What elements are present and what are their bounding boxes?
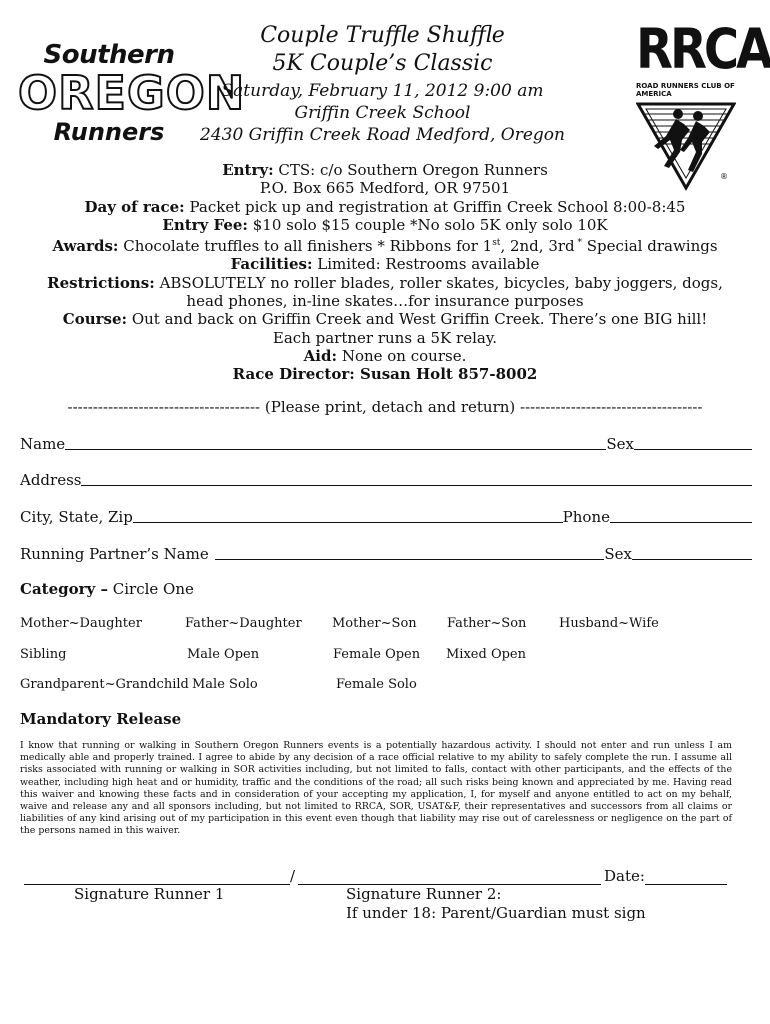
rrca-wordmark: RRCA: [636, 17, 770, 82]
category-option[interactable]: Mother~Son: [332, 616, 417, 631]
southern-oregon-runners-logo: [18, 40, 246, 150]
partner-sex-label: Sex: [604, 545, 632, 563]
address-label: Address: [20, 471, 82, 489]
restrictions-line: Restrictions: ABSOLUTELY no roller blades, roller skates, bicycles, baby joggers, dogs, head phones, in-line skates…for insurance purposes: [47, 273, 723, 311]
address-field[interactable]: [81, 470, 752, 486]
signature-slash: /: [290, 867, 296, 885]
awards-line: Awards: Chocolate truffles to all finishers * Ribbons for 1st, 2nd, 3rd * Special drawings: [52, 237, 718, 256]
date-label: Date:: [604, 867, 645, 885]
category-option[interactable]: Male Open: [187, 647, 260, 662]
city-row: [20, 507, 752, 526]
city-state-zip-label: City, State, Zip: [20, 508, 133, 526]
rrca-logo: [636, 17, 770, 181]
race-info: [20, 161, 750, 384]
category-option[interactable]: Husband~Wife: [559, 616, 659, 631]
phone-label: Phone: [562, 508, 610, 526]
date-line[interactable]: [645, 883, 727, 885]
logo-line-oregon: OREGON: [18, 66, 246, 120]
event-venue: Griffin Creek School: [294, 103, 471, 123]
facilities-line: Facilities: Limited: Restrooms available: [230, 255, 540, 274]
registered-mark: ®: [720, 172, 728, 181]
signature-runner2-label: Signature Runner 2:: [346, 885, 502, 903]
category-heading: Category – Circle One: [20, 580, 194, 598]
category-option[interactable]: Father~Daughter: [185, 616, 302, 631]
event-subtitle: 5K Couple’s Classic: [272, 51, 493, 76]
mandatory-release-text: I know that running or walking in Southern Oregon Runners events is a potentially hazardous activity. I should not enter and run unless I am medically able and properly trained. I agree to abide by any decision of a race official relative to my ability to safely complete the run. I assume all risks associated with running or walking in SOR activities including, but not limited to falls, contact with other participants, and the effects of the weather, including high heat and or humidity, traffic and the conditions of the road; all such risks being known and appreciated by me. Having read this waiver and knowing these facts and in consideration of your accepting my application, I, for myself and anyone entitled to act on my behalf, waive and release any and all sponsors including, but not limited to RRCA, SOR, USAT&F, their representatives and successors from all claims or liabilities of any kind arising out of my participation in this event even though that liability may rise out of carelessness or negligence on the part of the persons named in this waiver.: [20, 740, 732, 837]
mandatory-release-heading: Mandatory Release: [20, 710, 182, 728]
phone-field[interactable]: [610, 507, 752, 523]
logo-line-southern: Southern: [43, 40, 175, 70]
category-option[interactable]: Sibling: [20, 647, 67, 662]
guardian-note: If under 18: Parent/Guardian must sign: [346, 904, 646, 922]
category-option[interactable]: Mother~Daughter: [20, 616, 142, 631]
logo-line-runners: Runners: [53, 118, 165, 146]
sex-field[interactable]: [634, 434, 752, 450]
category-option[interactable]: Grandparent~Grandchild: [20, 677, 189, 692]
race-director-line: Race Director: Susan Holt 857-8002: [232, 365, 538, 384]
event-date: Saturday, February 11, 2012 9:00 am: [221, 81, 544, 101]
partner-name-field[interactable]: [215, 544, 605, 560]
name-row: [20, 434, 752, 453]
event-title-block: [200, 22, 565, 146]
partner-sex-field[interactable]: [632, 544, 752, 560]
entry-address: P.O. Box 665 Medford, OR 97501: [259, 179, 511, 198]
city-state-zip-field[interactable]: [133, 507, 563, 523]
category-option[interactable]: Female Solo: [336, 677, 417, 692]
course-line: Course: Out and back on Griffin Creek and West Griffin Creek. There’s one BIG hill! Each partner runs a 5K relay.: [62, 310, 708, 347]
partner-row: [20, 544, 752, 563]
category-option[interactable]: Mixed Open: [446, 647, 526, 662]
aid-line: Aid: None on course.: [303, 346, 467, 365]
signature-runner1-label: Signature Runner 1: [74, 885, 225, 903]
detach-separator: -------------------------------------- (Please print, detach and return) ------------------------------------: [67, 398, 703, 416]
entry-fee-line: Entry Fee: $10 solo $15 couple *No solo 5K only solo 10K: [162, 215, 608, 234]
category-option[interactable]: Male Solo: [192, 677, 258, 692]
sex-label: Sex: [606, 435, 634, 453]
day-of-race-line: Day of race: Packet pick up and registration at Griffin Creek School 8:00-8:45: [84, 197, 686, 216]
event-address: 2430 Griffin Creek Road Medford, Oregon: [200, 125, 565, 145]
event-title: Couple Truffle Shuffle: [260, 23, 505, 48]
address-row: [20, 470, 752, 489]
partner-name-label: Running Partner’s Name: [20, 545, 209, 563]
rrca-tagline: ROAD RUNNERS CLUB OF AMERICA: [636, 82, 735, 98]
entry-line: Entry: CTS: c/o Southern Oregon Runners: [222, 161, 548, 179]
category-option[interactable]: Female Open: [333, 647, 421, 662]
category-option[interactable]: Father~Son: [447, 616, 527, 631]
name-label: Name: [20, 435, 66, 453]
name-field[interactable]: [65, 434, 606, 450]
